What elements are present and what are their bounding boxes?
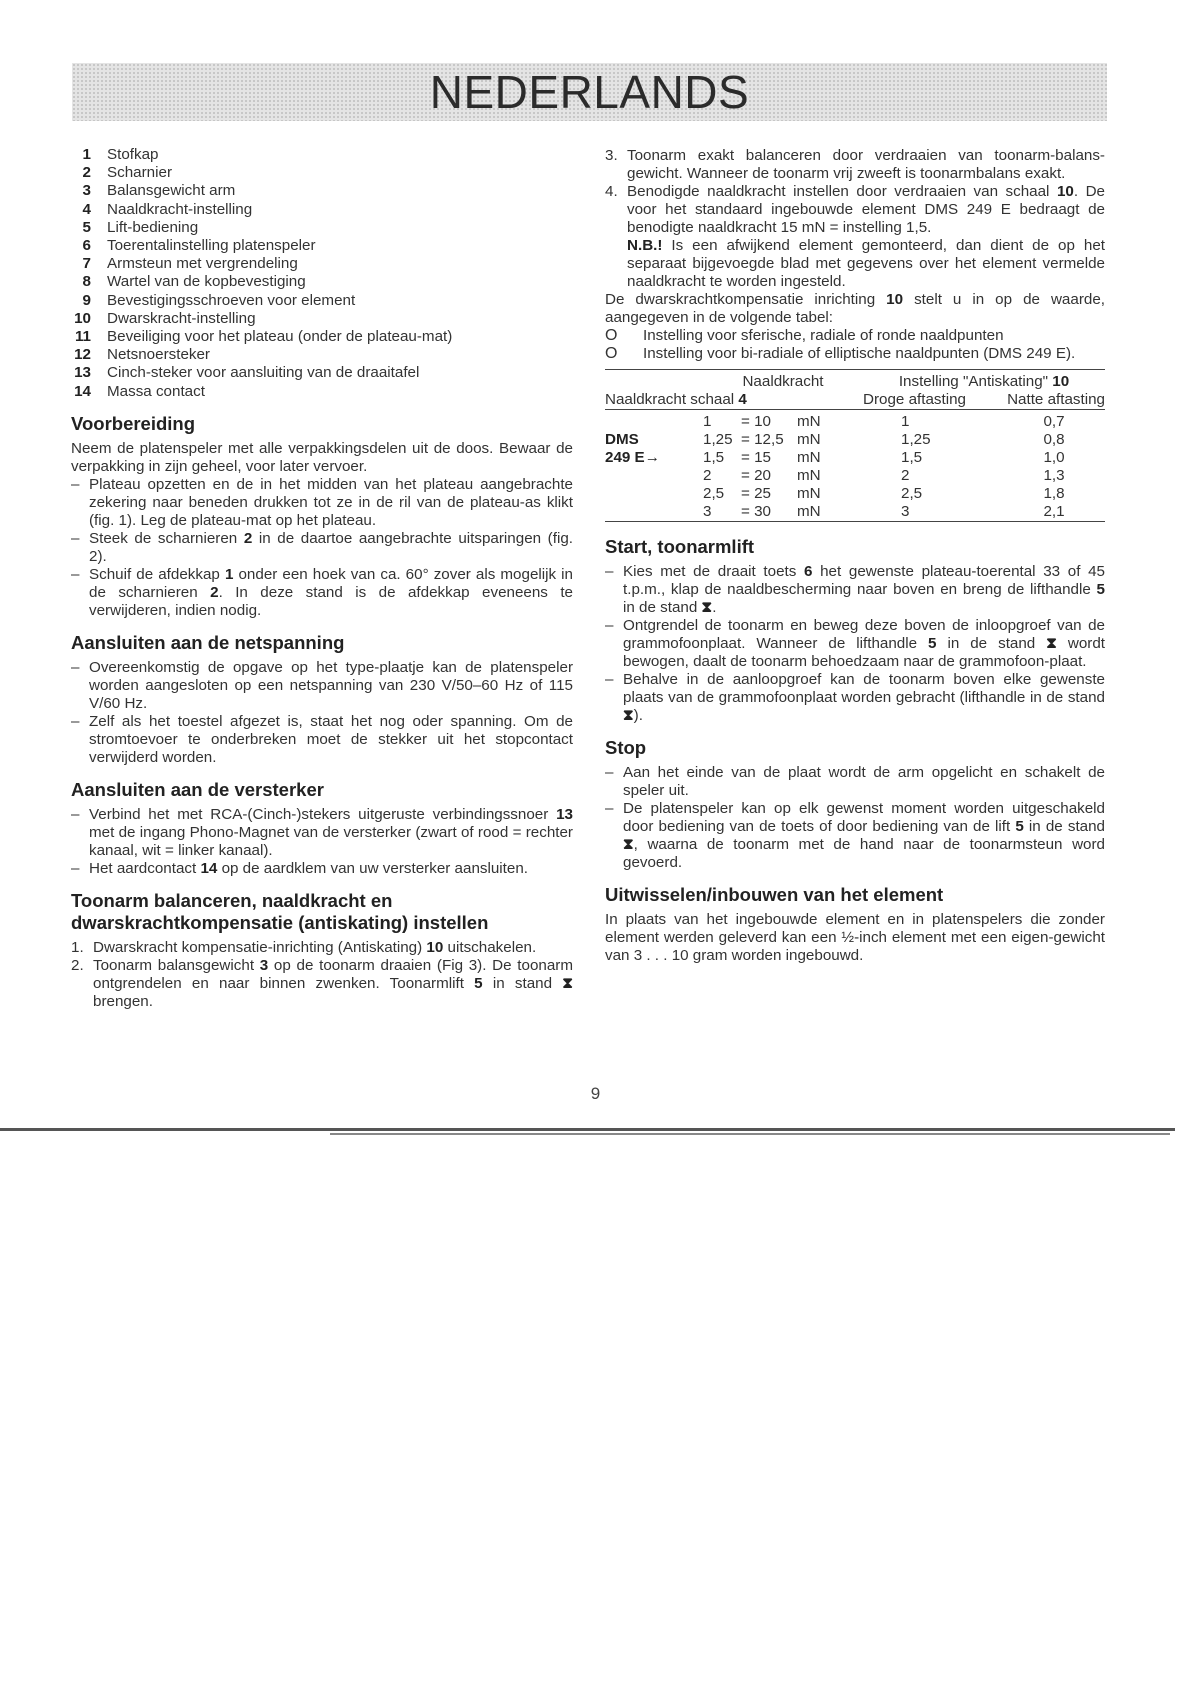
list-item: 8 Wartel van de kopbevestiging	[82, 273, 306, 291]
circle-icon: O	[605, 327, 618, 344]
section-heading-netspanning: Aansluiten aan de netspanning	[71, 631, 345, 653]
list-item: 2 Scharnier	[82, 164, 172, 182]
list-item: 11 Beveiliging voor het plateau (onder de plateau-mat)	[74, 328, 453, 346]
bullet-item: – Plateau opzetten en de in het midden van het plateau aangebrachte zekering naar beneden drukken tot ze in de ril van de plateau-as klikt (fig. 1). Leg de plateau-mat op het plateau.	[71, 475, 573, 529]
divider	[330, 1133, 1170, 1135]
note-paragraph: N.B.! Is een afwijkend element gemonteerd, dan dient de op het separaat bijgevoegde blad met gegevens over het element vermelde naaldkracht te worden ingesteld.	[627, 237, 1105, 290]
option-item: O Instelling voor bi-radiale of elliptische naaldpunten (DMS 249 E).	[605, 345, 1076, 362]
bullet-item: – Schuif de afdekkap 1 onder een hoek van ca. 60° zover als mogelijk in de scharnieren 2. In deze stand is de afdekkap eveneens te verwijderen, indien nodig.	[71, 565, 573, 619]
section-heading-element: Uitwisselen/inbouwen van het element	[605, 884, 944, 905]
bullet-item: – Kies met de draait toets 6 het gewenste plateau-toerental 33 of 45 t.p.m., klap de naaldbescherming naar boven en breng de lifthandle 5 in de stand ⧗.	[605, 563, 1105, 616]
numbered-item: 1. Dwarskracht kompensatie-inrichting (Antiskating) 10 uitschakelen.	[71, 938, 537, 956]
list-item: 4 Naaldkracht-instelling	[82, 200, 253, 218]
section-heading-versterker: Aansluiten aan de versterker	[71, 778, 324, 800]
lift-down-icon: ⧗	[1046, 635, 1057, 652]
numbered-item: 3. Toonarm exakt balanceren door verdraaien van toonarm-balans-gewicht. Wanneer de toonarm vrij zweeft is toonarmbalans exakt.	[605, 147, 1105, 182]
table-row: 249 E→ 1,5 = 15 mN 1,5 1,0	[605, 449, 1065, 466]
header-banner	[72, 63, 1107, 121]
option-item: O Instelling voor sferische, radiale of ronde naaldpunten	[605, 327, 1004, 344]
list-item: 6 Toerentalinstelling platenspeler	[82, 237, 316, 255]
section-heading-voorbereiding: Voorbereiding	[71, 412, 196, 434]
list-item: 5 Lift-bediening	[82, 218, 199, 236]
lift-down-icon: ⧗	[701, 599, 713, 616]
numbered-item: 2. Toonarm balansgewicht 3 op de toonarm draaien (Fig 3). De toonarm ontgrendelen en naar binnen zwenken. Toonarmlift 5 in stand ⧗ brengen.	[71, 956, 573, 1010]
page-number: 9	[590, 1084, 601, 1103]
table-row: DMS 1,25 = 12,5 mN 1,25 0,8	[605, 431, 1065, 448]
numbered-item: 4. Benodigde naaldkracht instellen door verdraaien van schaal 10. De voor het standaard ingebouwde element DMS 249 E bedraagt de benodigte naaldkracht 15 mN = instelling 1,5.	[605, 183, 1105, 236]
bullet-item: – Verbind het met RCA-(Cinch-)stekers uitgeruste verbindingssnoer 13 met de ingang Phono-Magnet van de versterker (zwart of rood = rechter kanaal, wit = linker kanaal).	[71, 805, 573, 859]
table-header-row: Naaldkracht Instelling "Antiskating" 10	[605, 370, 1105, 392]
bullet-item: – Aan het einde van de plaat wordt de arm opgelicht en schakelt de speler uit.	[605, 764, 1105, 799]
settings-table	[605, 369, 1105, 522]
paragraph: De dwarskrachtkompensatie inrichting 10 stelt u in op de waarde, aangegeven in de volgende tabel:	[605, 291, 1105, 326]
list-item: 3 Balansgewicht arm	[82, 182, 236, 200]
table-row: 3 = 30 mN 3 2,1	[605, 503, 1105, 522]
list-item: 14 Massa contact	[74, 382, 205, 400]
list-item: 7 Armsteun met vergrendeling	[82, 255, 298, 273]
table-row: 2,5 = 25 mN 2,5 1,8	[703, 485, 1065, 502]
list-item: 12 Netsnoersteker	[74, 346, 210, 364]
bullet-item: – Steek de scharnieren 2 in de daartoe aangebrachte uitsparingen (fig. 2).	[71, 529, 573, 565]
divider	[0, 1128, 1175, 1131]
page-title: NEDERLANDS	[429, 66, 750, 118]
section-heading-stop: Stop	[605, 737, 647, 758]
lift-down-icon: ⧗	[562, 974, 573, 992]
list-item: 9 Bevestigingsschroeven voor element	[82, 291, 356, 309]
table-header-row: Naaldkracht schaal 4 Droge aftasting Natte aftasting	[605, 391, 1105, 408]
list-item: 10 Dwarskracht-instelling	[74, 309, 256, 327]
paragraph: Neem de platenspeler met alle verpakkingsdelen uit de doos. Bewaar de verpakking in zijn geheel, voor later vervoer.	[71, 439, 573, 475]
left-column	[71, 146, 573, 1011]
bullet-item: – De platenspeler kan op elk gewenst moment worden uitgeschakeld door bediening van de toets of door bediening van de lift 5 in de stand ⧗, waarna de toonarm met de hand naar de toonarmsteun word gevoerd.	[605, 800, 1106, 871]
bullet-item: – Het aardcontact 14 op de aardklem van uw versterker aansluiten.	[71, 859, 529, 877]
section-heading-toonarm: Toonarm balanceren, naaldkracht en dwarskrachtkompensatie (antiskating) instellen	[71, 889, 489, 933]
lift-down-icon: ⧗	[623, 836, 634, 853]
list-item: 1 Stofkap	[82, 146, 159, 163]
list-item: 13 Cinch-steker voor aansluiting van de draaitafel	[74, 364, 420, 382]
paragraph: In plaats van het ingebouwde element en in platenspelers die zonder element werden geleverd kan een ½-inch element met een eigen-gewicht van 3 . . . 10 gram worden ingebouwd.	[605, 911, 1105, 964]
bullet-item: – Overeenkomstig de opgave op het type-plaatje kan de platenspeler worden aangesloten op een netspanning van 230 V/50–60 Hz of 115 V/60 Hz.	[71, 658, 573, 712]
right-column	[605, 147, 1105, 965]
bullet-item: – Behalve in de aanloopgroef kan de toonarm boven elke gewenste plaats van de grammofoonplaat worden gebracht (lifthandle in de stand ⧗).	[605, 671, 1105, 724]
bullet-item: – Ontgrendel de toonarm en beweg deze boven de inloopgroef van de grammofoonplaat. Wanneer de lifthandle 5 in de stand ⧗ wordt bewogen, daalt de toonarm behoedzaam naar de grammofoon-plaat.	[605, 617, 1105, 670]
table-row: 2 = 20 mN 2 1,3	[703, 467, 1065, 484]
circle-icon: O	[605, 345, 618, 362]
parts-list	[71, 146, 573, 401]
table-row: 1 = 10 mN 1 0,7	[703, 413, 1065, 430]
section-heading-start: Start, toonarmlift	[605, 536, 755, 557]
bullet-item: – Zelf als het toestel afgezet is, staat het nog oder spanning. Om de stromtoevoer te onderbreken moet de stekker uit het stopcontact verwijderd worden.	[71, 712, 573, 766]
lift-down-icon: ⧗	[623, 707, 634, 724]
